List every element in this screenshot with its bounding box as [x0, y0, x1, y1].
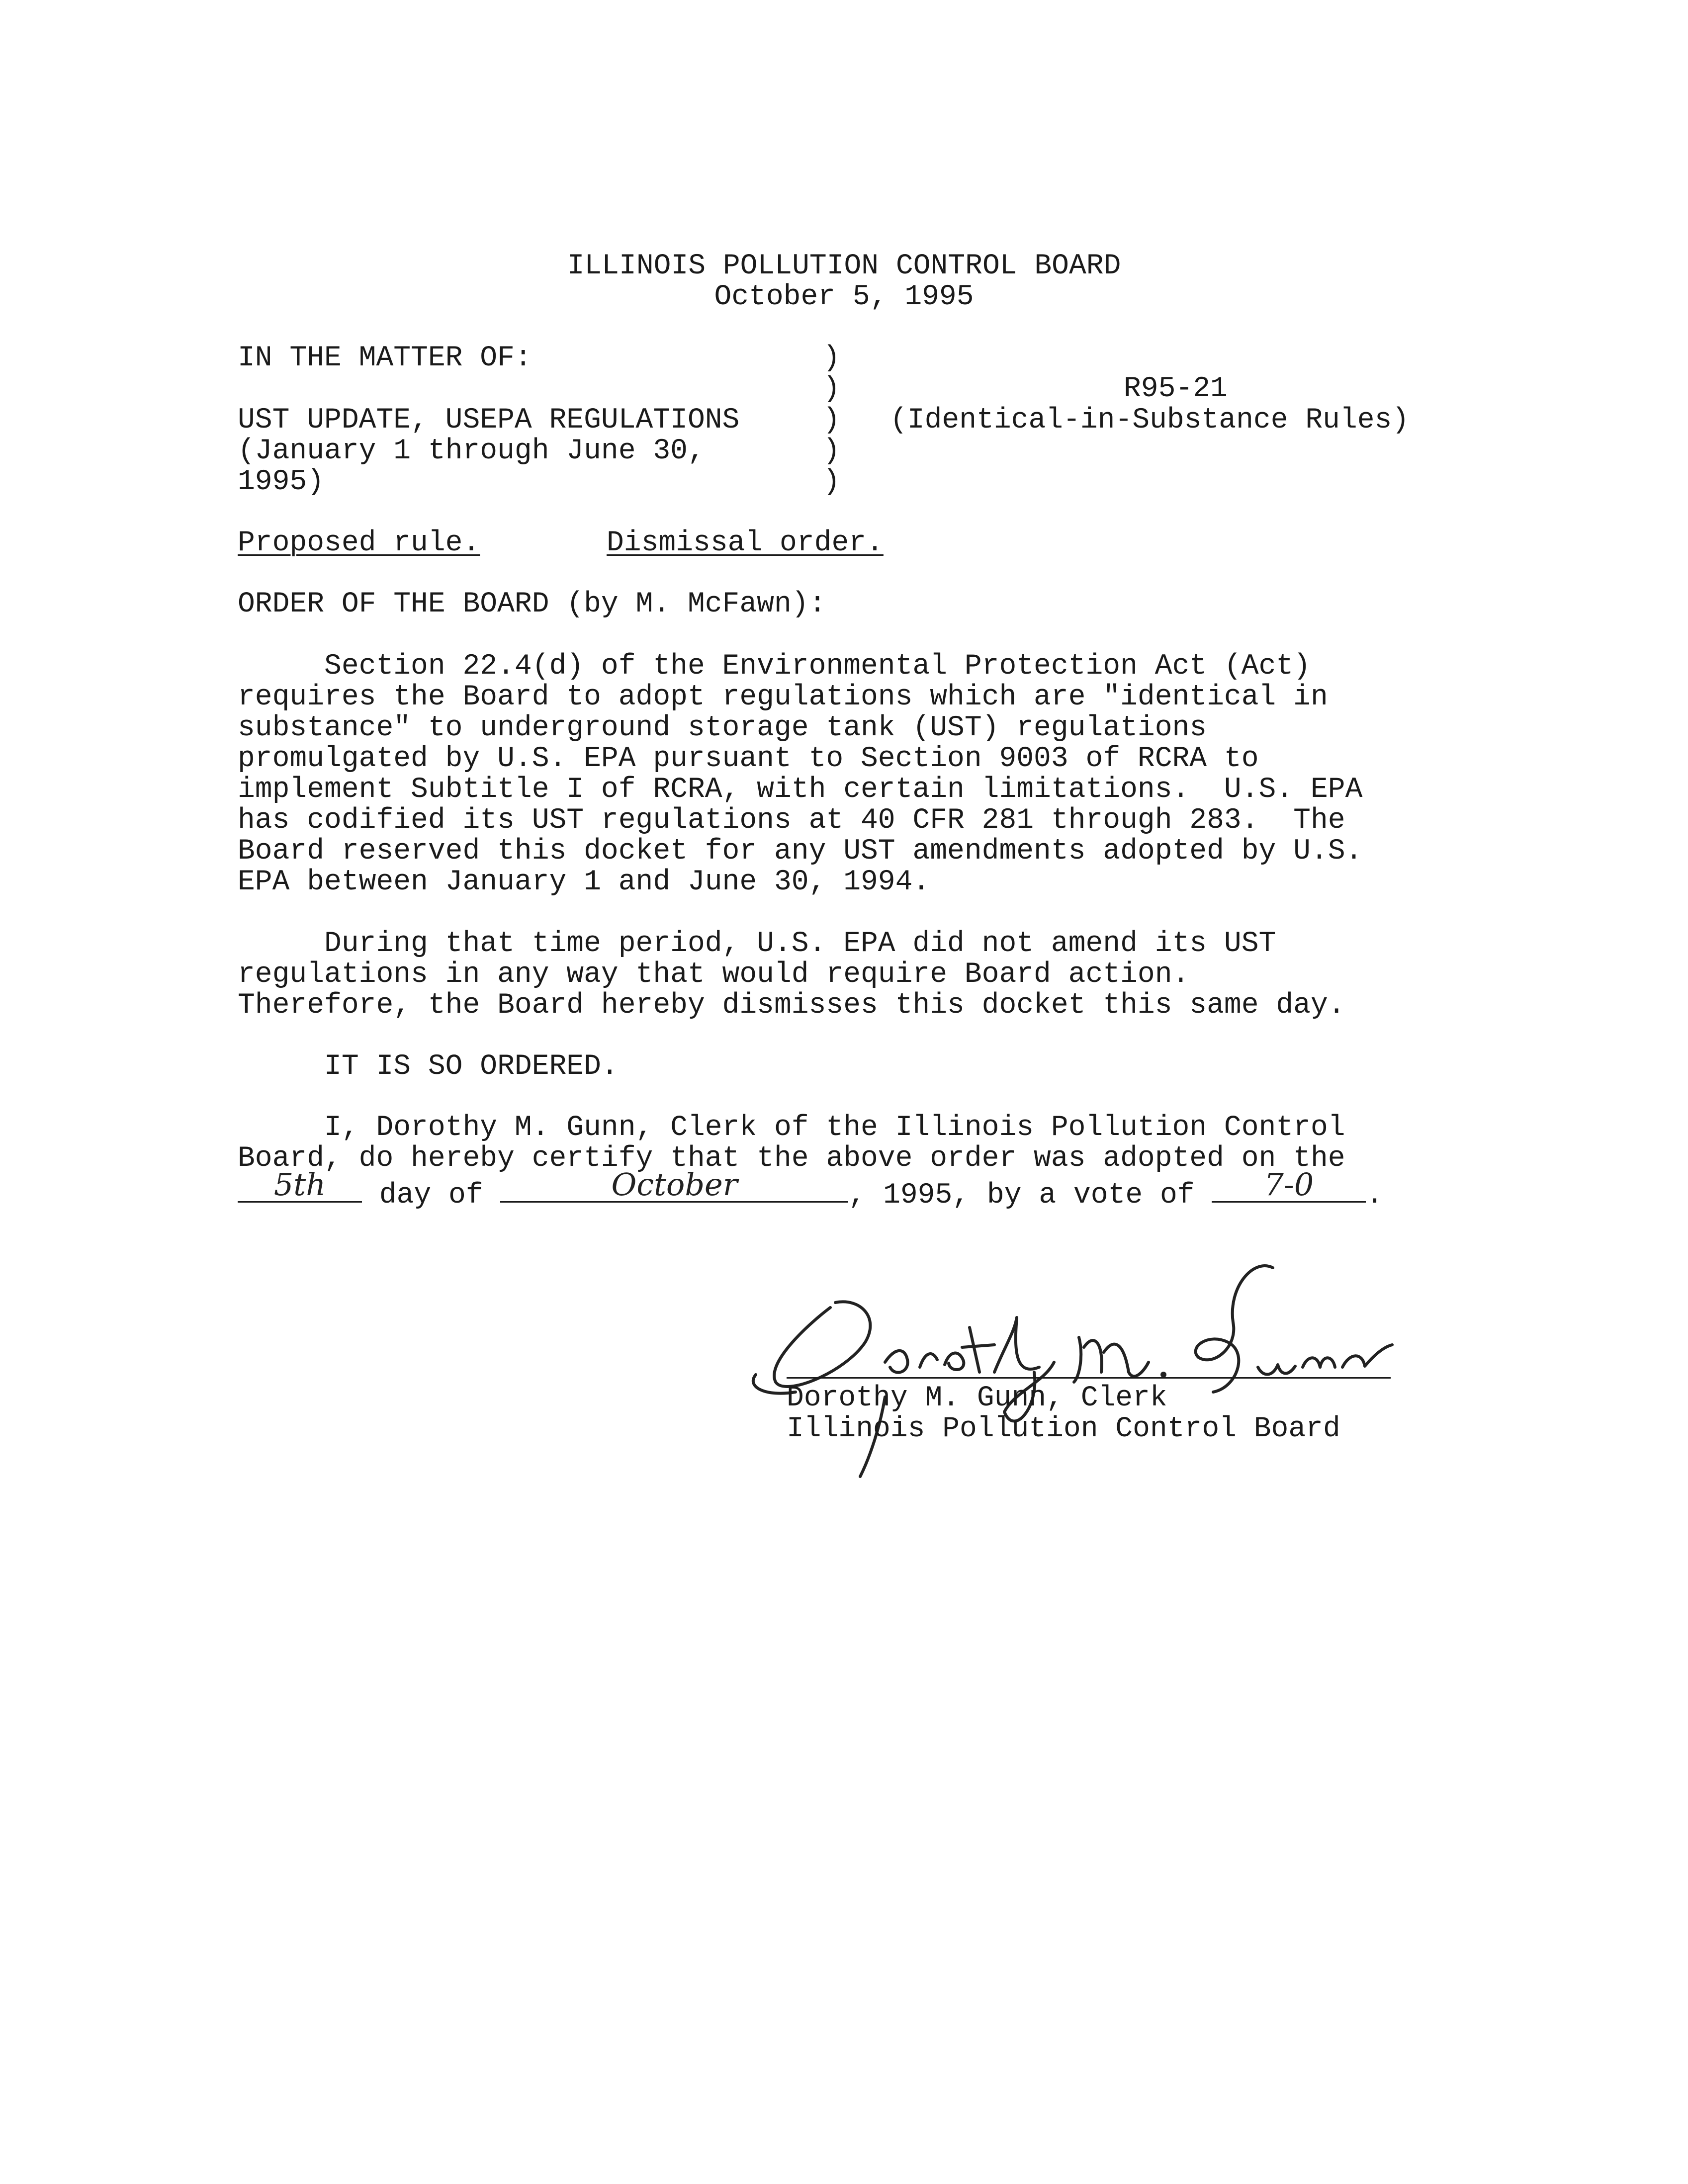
clerk-certification	[238, 1113, 1451, 1211]
handwritten-vote: 7-0	[1264, 1166, 1314, 1203]
dismissal-order-heading: Dismissal order.	[607, 527, 884, 559]
paragraph-line: EPA between January 1 and June 30, 1994.	[238, 866, 930, 898]
paragraph-line: has codified its UST regulations at 40 CFR 281 through 283. The	[238, 804, 1345, 837]
paragraph-line: requires the Board to adopt regulations which are "identical in	[238, 681, 1328, 713]
signatory-organization: Illinois Pollution Control Board	[787, 1413, 1340, 1445]
caption-paren: )	[823, 466, 840, 498]
handwritten-day: 5th	[273, 1166, 326, 1203]
paragraph-line: implement Subtitle I of RCRA, with certain limitations. U.S. EPA	[238, 774, 1363, 806]
day-blank	[238, 1166, 362, 1203]
certification-line1: I, Dorothy M. Gunn, Clerk of the Illinois Pollution Control	[238, 1112, 1345, 1144]
paragraph-line: promulgated by U.S. EPA pursuant to Section 9003 of RCRA to	[238, 743, 1259, 775]
caption-title-line2: (January 1 through June 30,	[238, 435, 705, 467]
order-of-board: ORDER OF THE BOARD (by M. McFawn):	[238, 588, 826, 620]
day-of-text: day of	[362, 1179, 501, 1212]
certification-line2: Board, do hereby certify that the above order was adopted on the	[238, 1142, 1345, 1175]
docket-number: R95-21	[1124, 373, 1228, 405]
certification-line3	[238, 1166, 1451, 1212]
clerk-signature-image	[736, 1248, 1402, 1482]
month-blank	[500, 1166, 848, 1203]
caption-paren: )	[823, 404, 840, 437]
document-date: October 5, 1995	[714, 281, 974, 313]
paragraph-statutory-basis	[238, 651, 1451, 898]
caption-paren: )	[823, 342, 840, 374]
certification-end: .	[1366, 1179, 1384, 1212]
caption-paren: )	[823, 435, 840, 467]
paragraph-line: During that time period, U.S. EPA did not amend its UST	[238, 928, 1276, 960]
paragraph-line: Board reserved this docket for any UST amendments adopted by U.S.	[238, 835, 1363, 868]
paragraph-line: Section 22.4(d) of the Environmental Protection Act (Act)	[238, 650, 1311, 683]
signatory-name-title: Dorothy M. Gunn, Clerk	[787, 1382, 1167, 1414]
paragraph-dismissal	[238, 929, 1451, 1021]
paragraph-line: Therefore, the Board hereby dismisses this docket this same day.	[238, 989, 1345, 1022]
caption-title-line3: 1995)	[238, 466, 325, 498]
so-ordered: IT IS SO ORDERED.	[238, 1050, 619, 1083]
paragraph-line: regulations in any way that would require Board action.	[238, 959, 1190, 991]
year-vote-text: , 1995, by a vote of	[848, 1179, 1212, 1212]
handwritten-month: October	[611, 1166, 738, 1203]
paragraph-line: substance" to underground storage tank (UST) regulations	[238, 712, 1207, 744]
caption-title-line1: UST UPDATE, USEPA REGULATIONS	[238, 404, 740, 437]
caption-paren: )	[823, 373, 840, 405]
proposed-rule-heading: Proposed rule.	[238, 527, 480, 559]
in-the-matter-label: IN THE MATTER OF:	[238, 342, 532, 374]
docket-type: (Identical-in-Substance Rules)	[890, 404, 1410, 437]
vote-blank	[1212, 1166, 1366, 1203]
signature-line	[787, 1377, 1391, 1379]
agency-header: ILLINOIS POLLUTION CONTROL BOARD	[567, 250, 1121, 282]
